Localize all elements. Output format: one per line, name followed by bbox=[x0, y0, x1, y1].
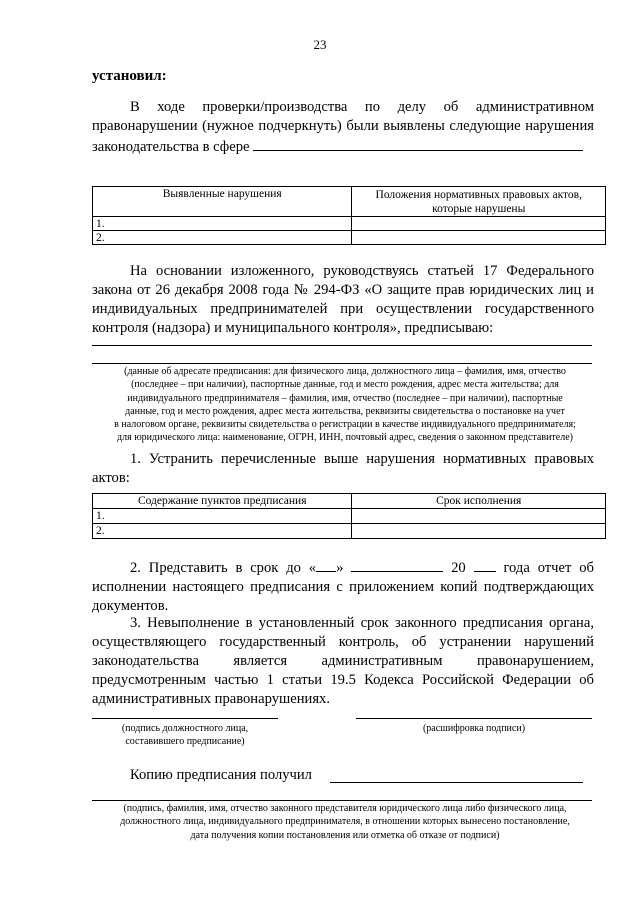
item-1-text: 1. Устранить перечисленные выше нарушения нормативных правовых актов: bbox=[92, 451, 594, 486]
addressee-note bbox=[80, 365, 610, 445]
item-2-century: 20 bbox=[451, 560, 466, 576]
row-cell[interactable]: 2. bbox=[93, 524, 352, 539]
table-header-row bbox=[93, 187, 606, 217]
page-number: 23 bbox=[313, 37, 327, 52]
row-cell[interactable] bbox=[352, 509, 606, 524]
note-line: в налоговом органе, реквизиты свидетельства о регистрации в качестве индивидуального предпринимателя; bbox=[114, 419, 576, 431]
caption-line: (подпись должностного лица, bbox=[121, 723, 249, 734]
row-cell[interactable] bbox=[352, 231, 606, 245]
note-line: данные, год и место рождения, адрес места жительства, реквизиты свидетельства о постановке на учет bbox=[125, 405, 565, 417]
note-line: (последнее – при наличии), паспортные данные, год и место рождения, адрес места жительства; для bbox=[131, 379, 559, 391]
note-line: для юридического лица: наименование, ОГРН, ИНН, почтовый адрес, сведения о законном представителе) bbox=[117, 432, 573, 444]
item-2-suffix: года отчет об исполнении настоящего предписания с приложением копий подтверждающих документов. bbox=[92, 560, 594, 614]
content-header: Содержание пунктов предписания bbox=[93, 494, 352, 509]
note-line: (данные об адресате предписания: для физического лица, должностного лица – фамилия, имя, отчество bbox=[124, 366, 566, 377]
deadline-header: Срок исполнения bbox=[352, 494, 606, 509]
row-cell[interactable]: 1. bbox=[93, 509, 352, 524]
caption-line: составившего предписание) bbox=[125, 736, 245, 748]
row-cell[interactable]: 1. bbox=[93, 217, 352, 231]
row-cell[interactable] bbox=[352, 524, 606, 539]
table-row bbox=[93, 217, 606, 231]
item-1-paragraph bbox=[92, 450, 594, 488]
row-cell[interactable] bbox=[352, 217, 606, 231]
violations-header: Выявленные нарушения bbox=[93, 187, 352, 217]
basis-text: На основании изложенного, руководствуясь статьей 17 Федерального закона от 26 декабря 2008 года № 294-ФЗ «О защите прав юридических лиц и индивидуальных предпринимателей при осуществлении государственного контроля (надзора) и муниципального контроля», предписываю: bbox=[92, 263, 594, 336]
item-2-paragraph bbox=[92, 557, 594, 616]
received-line[interactable] bbox=[330, 782, 583, 783]
item-3-text: 3. Невыполнение в установленный срок законного предписания органа, осуществляющего государственный контроль, об устранении нарушений законодательства является административным правонарушением, предусмотренным частью 1 статьи 19.5 Кодекса Российской Федерации об административных правонарушениях. bbox=[92, 615, 594, 707]
decode-caption: (расшифровка подписи) bbox=[422, 723, 526, 734]
note-line: должностного лица, индивидуального предпринимателя, в отношении которых вынесено постановление, bbox=[120, 816, 570, 828]
receiver-line[interactable] bbox=[92, 800, 592, 801]
addressee-line-2[interactable] bbox=[92, 363, 592, 364]
provisions-header: Положения нормативных правовых актов, которые нарушены bbox=[352, 187, 606, 217]
table-row bbox=[93, 524, 606, 539]
signature-caption bbox=[92, 722, 278, 749]
section-heading: установил: bbox=[92, 68, 167, 84]
sphere-field[interactable] bbox=[253, 136, 583, 151]
note-line: дата получения копии постановления или отметка об отказе от подписи) bbox=[190, 829, 500, 841]
violations-table bbox=[92, 186, 606, 245]
intro-paragraph bbox=[92, 98, 594, 157]
note-line: индивидуального предпринимателя – фамилия, имя, отчество (последнее – при наличии), паспортные bbox=[127, 392, 563, 404]
day-field[interactable] bbox=[316, 557, 336, 572]
received-label: Копию предписания получил bbox=[130, 767, 312, 783]
item-2-prefix: 2. Представить в срок до « bbox=[130, 560, 317, 576]
receiver-note bbox=[80, 802, 610, 842]
year-field[interactable] bbox=[474, 557, 496, 572]
note-line: (подпись, фамилия, имя, отчество законного представителя юридического лица либо физического лица, bbox=[123, 803, 567, 814]
order-table bbox=[92, 493, 606, 539]
item-2-quote: » bbox=[336, 560, 344, 576]
basis-paragraph bbox=[92, 262, 594, 338]
table-row bbox=[93, 231, 606, 245]
table-header-row bbox=[93, 494, 606, 509]
intro-text: В ходе проверки/производства по делу об административном правонарушении (нужное подчеркнуть) были выявлены следующие нарушения законодательства в сфере bbox=[92, 99, 594, 155]
table-row bbox=[93, 509, 606, 524]
signature-line[interactable] bbox=[92, 718, 278, 719]
item-3-paragraph bbox=[92, 614, 594, 709]
month-field[interactable] bbox=[351, 557, 443, 572]
addressee-line-1[interactable] bbox=[92, 345, 592, 346]
signature-decode-line[interactable] bbox=[356, 718, 592, 719]
row-cell[interactable]: 2. bbox=[93, 231, 352, 245]
